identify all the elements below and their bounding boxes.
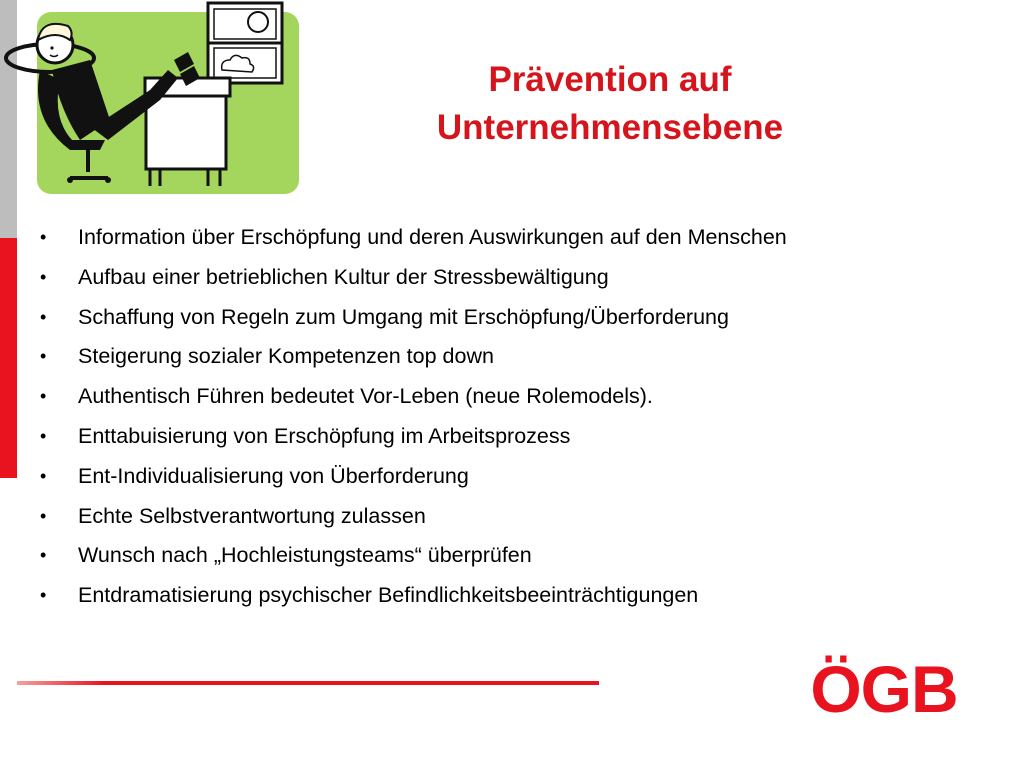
bullet-text: Echte Selbstverantwortung zulassen: [78, 503, 426, 528]
slide-title-line-2: Unternehmensebene: [436, 108, 784, 147]
bullet-glyph: •: [40, 306, 47, 327]
bullet-text: Enttabuisierung von Erschöpfung im Arbeitsprozess: [78, 423, 571, 448]
bullet-text: Steigerung sozialer Kompetenzen top down: [78, 344, 494, 369]
oegb-logo-icon: [798, 648, 970, 720]
bullet-item: [40, 417, 1000, 457]
bullet-glyph: •: [40, 545, 47, 566]
slide-title: [330, 56, 890, 152]
bullet-item: [40, 457, 1000, 497]
bullet-glyph: •: [40, 386, 47, 407]
bullet-text: Information über Erschöpfung und deren Auswirkungen auf den Menschen: [78, 225, 787, 249]
bullet-text: Ent-Individualisierung von Überforderung: [78, 463, 469, 488]
slide-title-line-1: Prävention auf: [488, 60, 732, 99]
bullet-text: Authentisch Führen bedeutet Vor-Leben (neue Rolemodels).: [78, 384, 653, 409]
bullet-text: Wunsch nach „Hochleistungsteams“ überprüfen: [78, 543, 532, 568]
bullet-item: [40, 298, 1000, 338]
bullet-glyph: •: [40, 585, 47, 606]
bullet-text: Entdramatisierung psychischer Befindlichkeitsbeeinträchtigungen: [78, 583, 699, 608]
svg-text:ÖGB: ÖGB: [810, 652, 958, 720]
bullet-item: [40, 497, 1000, 537]
bullet-item: [40, 337, 1000, 377]
bullet-glyph: •: [40, 346, 47, 367]
divider-line: [17, 679, 599, 687]
bullet-item: [40, 576, 1000, 616]
bullet-item: [40, 258, 1000, 298]
bullet-glyph: •: [40, 266, 47, 287]
sidebar-accent-red: [0, 238, 17, 478]
bullet-glyph: •: [40, 505, 47, 526]
bullet-list: [40, 218, 1000, 616]
bullet-glyph: •: [40, 465, 47, 486]
bullet-item: [40, 218, 1000, 258]
bullet-glyph: •: [40, 425, 47, 446]
bullet-item: [40, 377, 1000, 417]
bullet-text: Aufbau einer betrieblichen Kultur der Stressbewältigung: [78, 264, 609, 289]
bullet-text: Schaffung von Regeln zum Umgang mit Erschöpfung/Überforderung: [78, 304, 729, 329]
relaxing-worker-clipart-icon: [0, 0, 300, 200]
bullet-glyph: •: [40, 227, 47, 247]
bullet-item: [40, 536, 1000, 576]
